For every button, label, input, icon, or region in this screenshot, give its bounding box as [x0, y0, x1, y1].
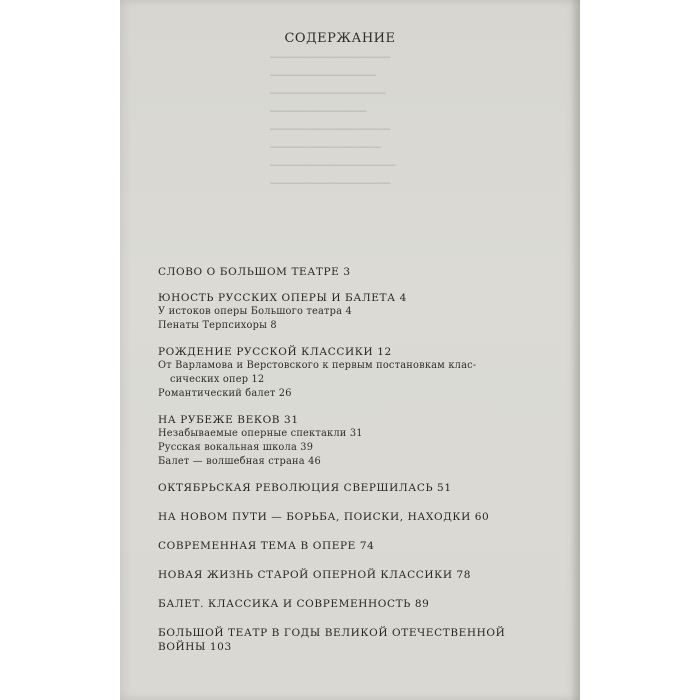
toc-entry [158, 510, 568, 524]
toc-entry [158, 265, 568, 279]
toc-subentry: сических опер 12 [170, 374, 265, 385]
toc-entry [158, 539, 568, 553]
toc-heading: НОВАЯ ЖИЗНЬ СТАРОЙ ОПЕРНОЙ КЛАССИКИ 78 [158, 569, 472, 581]
toc-entry [158, 568, 568, 582]
toc-subentry: Пенаты Терпсихоры 8 [158, 320, 277, 331]
toc-subentry: Балет — волшебная страна 46 [158, 456, 321, 467]
toc-heading: НА НОВОМ ПУТИ — БОРЬБА, ПОИСКИ, НАХОДКИ 60 [158, 511, 490, 523]
toc-entry [158, 597, 568, 611]
toc-heading: НА РУБЕЖЕ ВЕКОВ 31 [158, 414, 299, 426]
toc-subentry: Русская вокальная школа 39 [158, 442, 314, 453]
toc-subentry: Незабываемые оперные спектакли 31 [158, 428, 363, 439]
toc-subentry: Романтический балет 26 [158, 388, 292, 399]
toc-heading-continuation: ВОЙНЫ 103 [158, 641, 232, 653]
toc-heading: БАЛЕТ. КЛАССИКА И СОВРЕМЕННОСТЬ 89 [158, 598, 430, 610]
toc-entry [158, 345, 568, 401]
toc-entry [158, 413, 568, 469]
toc-heading: СОВРЕМЕННАЯ ТЕМА В ОПЕРЕ 74 [158, 540, 375, 552]
book-page [120, 0, 580, 700]
toc-heading: БОЛЬШОЙ ТЕАТР В ГОДЫ ВЕЛИКОЙ ОТЕЧЕСТВЕННОЙ [158, 627, 506, 639]
toc-entry [158, 626, 568, 654]
table-of-contents [158, 265, 568, 666]
toc-heading: ЮНОСТЬ РУССКИХ ОПЕРЫ И БАЛЕТА 4 [158, 292, 407, 304]
toc-entry [158, 291, 568, 333]
toc-heading: СЛОВО О БОЛЬШОМ ТЕАТРЕ 3 [158, 266, 351, 278]
toc-heading: ОКТЯБРЬСКАЯ РЕВОЛЮЦИЯ СВЕРШИЛАСЬ 51 [158, 482, 452, 494]
toc-subentry: От Варламова и Верстовского к первым постановкам клас- [158, 360, 477, 371]
toc-entry [158, 481, 568, 495]
toc-heading: РОЖДЕНИЕ РУССКОЙ КЛАССИКИ 12 [158, 346, 392, 358]
show-through-text: ━━━━━━━━━━━━━━━━━━━━━━━━━ ━━━━━━━━━━━━━━━━━━━━━━ ━━━━━━━━━━━━━━━━━━━━━━━━ ━━━━━━━━━━━━━━━━━━━━ ━━━━━━━━━━━━━━━━━━━━━━━━━ ━━━━━━━━━━━━━━━━━━━━━━━ ━━━━━━━━━━━━━━━━━━━━━━━━━━ ━━━━━━━━━━━━━━━━━━━━━━━━━ [270, 53, 396, 188]
page-title: СОДЕРЖАНИЕ [284, 31, 396, 46]
toc-subentry: У истоков оперы Большого театра 4 [158, 306, 352, 317]
